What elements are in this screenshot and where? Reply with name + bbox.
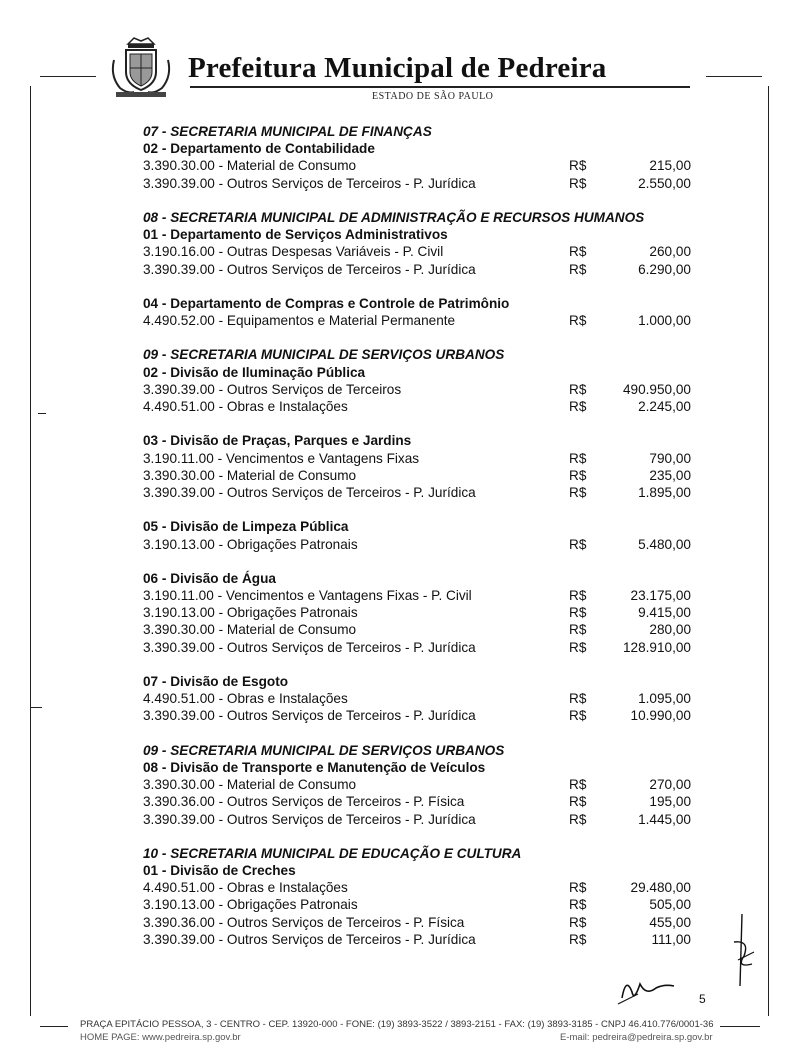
budget-line-item [143, 604, 703, 621]
line-item-currency: R$ [569, 450, 587, 466]
line-item-amount: 29.480,00 [630, 880, 691, 896]
budget-line-item [143, 484, 703, 501]
frame-top-left-line [40, 76, 96, 77]
line-item-currency: R$ [569, 158, 587, 174]
department-title: 05 - Divisão de Limpeza Pública [143, 519, 349, 535]
line-item-amount: 1.895,00 [638, 484, 691, 500]
budget-line-item [143, 621, 703, 638]
footer-address: PRAÇA EPITÁCIO PESSOA, 3 - CENTRO - CEP. 13920-000 - FONE: (19) 3893-3522 / 3893-2151 - FAX: (19) 3893-3185 - CNPJ 46.410.776/0001-36 [80, 1019, 714, 1030]
section-title: 10 - SECRETARIA MUNICIPAL DE EDUCAÇÃO E CULTURA [143, 845, 522, 861]
department-heading [143, 570, 703, 587]
line-item-description: 3.390.39.00 - Outros Serviços de Terceiros - P. Jurídica [143, 639, 476, 655]
row-spacer [143, 329, 703, 346]
signature-vertical-mark [728, 912, 758, 990]
budget-line-item [143, 879, 703, 896]
budget-line-item [143, 776, 703, 793]
line-item-currency: R$ [569, 261, 587, 277]
line-item-description: 3.390.30.00 - Material de Consumo [143, 158, 357, 174]
frame-bottom-line [40, 1026, 68, 1027]
frame-bottom-right-line [720, 1026, 760, 1027]
line-item-currency: R$ [569, 175, 587, 191]
section-heading [143, 845, 703, 862]
row-spacer [143, 192, 703, 209]
line-item-currency: R$ [569, 605, 587, 621]
page-subtitle: ESTADO DE SÃO PAULO [372, 91, 494, 102]
budget-table [143, 123, 703, 948]
budget-line-item [143, 467, 703, 484]
budget-line-item [143, 914, 703, 931]
line-item-currency: R$ [569, 622, 587, 638]
line-item-currency: R$ [569, 691, 587, 707]
frame-top-right-line [706, 76, 762, 77]
line-item-amount: 128.910,00 [622, 639, 691, 655]
line-item-amount: 270,00 [649, 777, 691, 793]
municipal-crest-icon [106, 30, 176, 100]
line-item-description: 4.490.51.00 - Obras e Instalações [143, 399, 348, 414]
line-item-description: 3.190.13.00 - Obrigações Patronais [143, 536, 358, 552]
margin-mark [38, 413, 46, 414]
line-item-description: 3.390.39.00 - Outros Serviços de Terceiros - P. Jurídica [143, 708, 476, 724]
row-spacer [143, 828, 703, 845]
department-heading [143, 295, 703, 312]
budget-line-item [143, 312, 703, 329]
section-heading [143, 123, 703, 140]
line-item-currency: R$ [569, 794, 587, 810]
row-spacer [143, 656, 703, 673]
department-title: 04 - Departamento de Compras e Controle de Patrimônio [143, 295, 510, 311]
row-spacer [143, 278, 703, 295]
section-heading [143, 742, 703, 759]
line-item-amount: 23.175,00 [630, 588, 691, 604]
department-heading [143, 518, 703, 535]
row-spacer [143, 725, 703, 742]
row-spacer [143, 553, 703, 570]
department-title: 03 - Divisão de Praças, Parques e Jardins [143, 433, 412, 449]
line-item-description: 3.190.13.00 - Obrigações Patronais [143, 897, 358, 913]
line-item-description: 3.190.11.00 - Vencimentos e Vantagens Fixas [143, 450, 420, 466]
department-heading [143, 862, 703, 879]
budget-line-item [143, 157, 703, 174]
line-item-description: 3.190.16.00 - Outras Despesas Variáveis - P. Civil [143, 244, 444, 260]
budget-line-item [143, 639, 703, 656]
margin-mark [30, 707, 42, 708]
row-spacer [143, 501, 703, 518]
line-item-amount: 6.290,00 [638, 261, 691, 277]
signature-initials-mark [616, 972, 678, 1006]
budget-line-item [143, 450, 703, 467]
frame-left-line [30, 86, 31, 1016]
line-item-currency: R$ [569, 536, 587, 552]
line-item-amount: 111,00 [651, 931, 691, 947]
line-item-description: 4.490.51.00 - Obras e Instalações [143, 691, 348, 707]
line-item-description: 3.390.39.00 - Outros Serviços de Terceiros - P. Jurídica [143, 811, 476, 827]
department-heading [143, 759, 703, 776]
budget-line-item [143, 536, 703, 553]
department-heading [143, 140, 703, 157]
department-title: 08 - Divisão de Transporte e Manutenção de Veículos [143, 759, 486, 775]
page-title: Prefeitura Municipal de Pedreira [188, 52, 607, 84]
budget-line-item [143, 931, 703, 948]
section-title: 07 - SECRETARIA MUNICIPAL DE FINANÇAS [143, 124, 432, 139]
footer-homepage: HOME PAGE: www.pedreira.sp.gov.br [80, 1032, 241, 1043]
line-item-description: 3.390.39.00 - Outros Serviços de Terceiros - P. Jurídica [143, 261, 476, 277]
department-title: 06 - Divisão de Água [143, 570, 276, 586]
line-item-amount: 9.415,00 [638, 605, 691, 621]
line-item-description: 3.190.13.00 - Obrigações Patronais [143, 605, 358, 621]
line-item-currency: R$ [569, 897, 587, 913]
line-item-description: 4.490.51.00 - Obras e Instalações [143, 880, 348, 896]
section-title: 08 - SECRETARIA MUNICIPAL DE ADMINISTRAÇÃO E RECURSOS HUMANOS [143, 209, 645, 225]
line-item-currency: R$ [569, 639, 587, 655]
department-title: 01 - Departamento de Serviços Administrativos [143, 227, 448, 243]
line-item-amount: 455,00 [649, 914, 691, 930]
budget-line-item [143, 793, 703, 810]
line-item-amount: 10.990,00 [630, 708, 691, 724]
department-heading [143, 364, 703, 381]
line-item-amount: 490.950,00 [622, 381, 691, 397]
department-title: 01 - Divisão de Creches [143, 863, 296, 879]
line-item-description: 4.490.52.00 - Equipamentos e Material Permanente [143, 313, 456, 329]
line-item-description: 3.390.30.00 - Material de Consumo [143, 467, 357, 483]
line-item-currency: R$ [569, 399, 587, 414]
line-item-currency: R$ [569, 931, 587, 947]
budget-line-item [143, 707, 703, 724]
department-heading [143, 673, 703, 690]
department-title: 07 - Divisão de Esgoto [143, 674, 289, 689]
budget-line-item [143, 690, 703, 707]
budget-line-item [143, 811, 703, 828]
budget-line-item [143, 398, 703, 415]
line-item-currency: R$ [569, 244, 587, 260]
line-item-currency: R$ [569, 811, 587, 827]
department-heading [143, 226, 703, 243]
line-item-description: 3.390.39.00 - Outros Serviços de Terceiros - P. Jurídica [143, 484, 476, 500]
line-item-description: 3.390.30.00 - Material de Consumo [143, 777, 357, 793]
line-item-description: 3.190.11.00 - Vencimentos e Vantagens Fixas - P. Civil [143, 588, 472, 604]
budget-line-item [143, 261, 703, 278]
line-item-currency: R$ [569, 467, 587, 483]
line-item-amount: 215,00 [649, 158, 691, 174]
line-item-description: 3.390.36.00 - Outros Serviços de Terceiros - P. Física [143, 794, 465, 810]
line-item-amount: 790,00 [649, 450, 691, 466]
budget-line-item [143, 587, 703, 604]
line-item-description: 3.390.39.00 - Outros Serviços de Terceiros - P. Jurídica [143, 175, 476, 191]
line-item-amount: 260,00 [649, 244, 691, 260]
line-item-description: 3.390.36.00 - Outros Serviços de Terceiros - P. Física [143, 914, 465, 930]
line-item-currency: R$ [569, 914, 587, 930]
line-item-description: 3.390.39.00 - Outros Serviços de Terceiros - P. Jurídica [143, 931, 476, 947]
line-item-amount: 5.480,00 [638, 536, 691, 552]
line-item-amount: 2.245,00 [638, 399, 691, 414]
department-heading [143, 432, 703, 449]
line-item-amount: 1.095,00 [638, 691, 691, 707]
line-item-currency: R$ [569, 313, 587, 329]
line-item-currency: R$ [569, 588, 587, 604]
footer-email: E-mail: pedreira@pedreira.sp.gov.br [560, 1032, 713, 1043]
section-title: 09 - SECRETARIA MUNICIPAL DE SERVIÇOS URBANOS [143, 347, 505, 363]
line-item-currency: R$ [569, 777, 587, 793]
line-item-amount: 235,00 [649, 467, 691, 483]
budget-line-item [143, 243, 703, 260]
line-item-amount: 505,00 [649, 897, 691, 913]
line-item-amount: 280,00 [649, 622, 691, 638]
frame-right-line [768, 86, 769, 1016]
budget-line-item [143, 381, 703, 398]
line-item-amount: 195,00 [649, 794, 691, 810]
line-item-currency: R$ [569, 484, 587, 500]
section-heading [143, 346, 703, 363]
line-item-amount: 1.000,00 [638, 313, 691, 329]
section-title: 09 - SECRETARIA MUNICIPAL DE SERVIÇOS URBANOS [143, 742, 505, 758]
line-item-currency: R$ [569, 708, 587, 724]
line-item-currency: R$ [569, 880, 587, 896]
section-heading [143, 209, 703, 226]
line-item-amount: 2.550,00 [638, 175, 691, 191]
line-item-description: 3.390.30.00 - Material de Consumo [143, 622, 357, 638]
title-underline [190, 86, 690, 88]
line-item-amount: 1.445,00 [638, 811, 691, 827]
line-item-description: 3.390.39.00 - Outros Serviços de Terceiros [143, 381, 402, 397]
row-spacer [143, 415, 703, 432]
department-title: 02 - Divisão de Iluminação Pública [143, 364, 366, 380]
budget-line-item [143, 175, 703, 192]
page-number: 5 [699, 992, 706, 1006]
budget-line-item [143, 896, 703, 913]
line-item-currency: R$ [569, 381, 587, 397]
department-title: 02 - Departamento de Contabilidade [143, 141, 375, 157]
